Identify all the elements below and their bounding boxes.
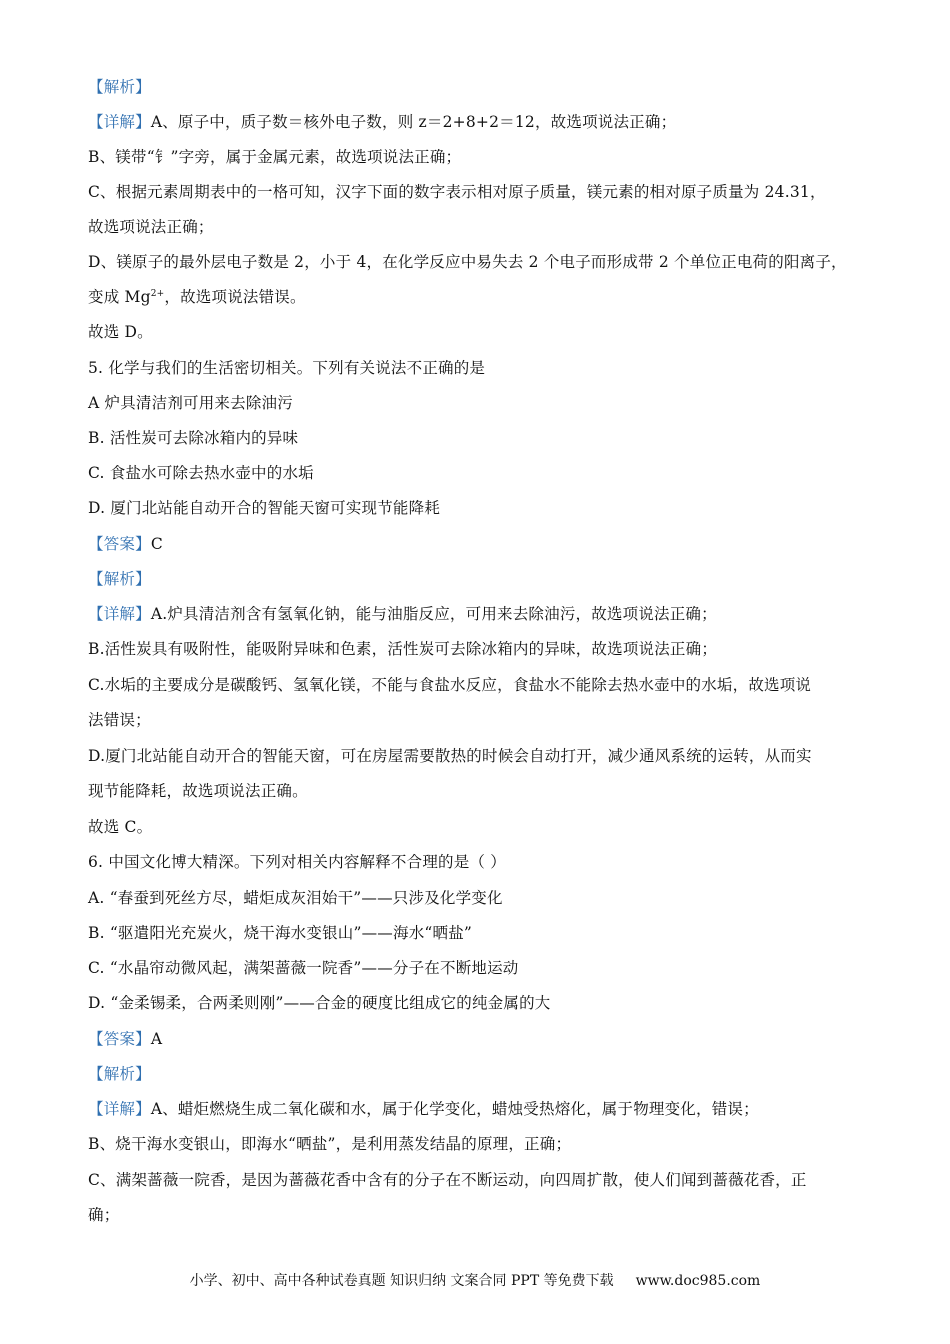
text-line xyxy=(88,393,293,413)
line-text: 5. 化学与我们的生活密切相关。下列有关说法不正确的是 xyxy=(88,359,486,377)
line-text: D、镁原子的最外层电子数是 2，小于 4，在化学反应中易失去 2 个电子而形成带 2 个单位正电荷的阳离子， xyxy=(88,253,847,271)
line-text: C、满架蔷薇一院香，是因为蔷薇花香中含有的分子在不断运动，向四周扩散，使人们闻到蔷薇花香，正 xyxy=(88,1171,807,1189)
text-line xyxy=(88,817,152,837)
line-text: B、烧干海水变银山，即海水“晒盐”，是利用蒸发结晶的原理，正确； xyxy=(88,1135,572,1153)
line-text: A、蜡炬燃烧生成二氧化碳和水，属于化学变化，蜡烛受热熔化，属于物理变化，错误； xyxy=(150,1100,759,1118)
line-text: 法错误； xyxy=(88,711,151,729)
section-tag: 【详解】 xyxy=(88,113,151,131)
line-text: B. 活性炭可去除冰箱内的异味 xyxy=(88,429,299,447)
text-line xyxy=(88,1170,807,1190)
text-line xyxy=(88,182,826,202)
text-line xyxy=(88,428,298,448)
line-text: C xyxy=(150,535,163,553)
line-text: C. “水晶帘动微风起，满架蔷薇一院香”——分子在不断地运动 xyxy=(88,959,519,977)
line-text: A 炉具清洁剂可用来去除油污 xyxy=(88,394,293,412)
line-text: C.水垢的主要成分是碳酸钙、氢氧化镁，不能与食盐水反应，食盐水不能除去热水壶中的水垢，故选项说 xyxy=(88,676,812,694)
text-line xyxy=(88,639,717,659)
section-tag: 【解析】 xyxy=(88,78,151,96)
section-tag: 【解析】 xyxy=(88,1065,151,1083)
text-line xyxy=(88,1205,119,1225)
line-text-continued: ，故选项说法错误。 xyxy=(164,288,306,306)
line-text: C. 食盐水可除去热水壶中的水垢 xyxy=(88,464,314,482)
text-line xyxy=(88,463,314,483)
text-line xyxy=(88,1099,759,1119)
text-line xyxy=(88,923,472,943)
line-text: 现节能降耗，故选项说法正确。 xyxy=(88,782,308,800)
line-text: 确； xyxy=(88,1206,120,1224)
line-text: A. “春蚕到死丝方尽，蜡炬成灰泪始干”——只涉及化学变化 xyxy=(88,889,503,907)
line-text: C、根据元素周期表中的一格可知，汉字下面的数字表示相对原子质量，镁元素的相对原子质量为 24.31， xyxy=(88,183,826,201)
line-text: D.厦门北站能自动开合的智能天窗，可在房屋需要散热的时候会自动打开，减少通风系统的运转，从而实 xyxy=(88,747,812,765)
superscript-charge: 2+ xyxy=(150,288,165,299)
line-text: 6. 中国文化博大精深。下列对相关内容解释不合理的是（ ） xyxy=(88,853,506,871)
line-text: A.炉具清洁剂含有氢氧化钠，能与油脂反应，可用来去除油污，故选项说法正确； xyxy=(150,605,717,623)
text-line xyxy=(88,993,550,1013)
text-line xyxy=(88,746,812,766)
line-text: 故选项说法正确； xyxy=(88,218,214,236)
text-line xyxy=(88,252,847,272)
text-line xyxy=(88,675,811,695)
text-line xyxy=(88,888,503,908)
text-line xyxy=(88,1029,162,1049)
line-text: A xyxy=(150,1030,163,1048)
text-line xyxy=(88,217,214,237)
text-line xyxy=(88,147,461,167)
section-tag: 【详解】 xyxy=(88,1100,151,1118)
text-line xyxy=(88,569,151,589)
line-text: D. 厦门北站能自动开合的智能天窗可实现节能降耗 xyxy=(88,499,441,517)
line-text: B、镁带“钅”字旁，属于金属元素，故选项说法正确； xyxy=(88,148,462,166)
section-tag: 【答案】 xyxy=(88,1030,151,1048)
text-line xyxy=(88,1134,571,1154)
text-line xyxy=(88,112,676,132)
text-line xyxy=(88,322,153,342)
footer-text: 小学、初中、高中各种试卷真题 知识归纳 文案合同 PPT 等免费下载 xyxy=(189,1273,614,1289)
text-line xyxy=(88,852,506,872)
text-line xyxy=(88,710,151,730)
section-tag: 【解析】 xyxy=(88,570,151,588)
line-text: A、原子中，质子数＝核外电子数，则 z＝2+8+2＝12，故选项说法正确； xyxy=(150,113,677,131)
text-line xyxy=(88,604,717,624)
footer-site-link[interactable]: www.doc985.com xyxy=(635,1273,761,1289)
line-text: 故选 C。 xyxy=(88,818,153,836)
text-line xyxy=(88,781,308,801)
text-line xyxy=(88,498,440,518)
line-text: D. “金柔锡柔，合两柔则刚”——合金的硬度比组成它的纯金属的大 xyxy=(88,994,551,1012)
text-line xyxy=(88,1064,151,1084)
text-line xyxy=(88,534,163,554)
text-line xyxy=(88,958,519,978)
line-text: B.活性炭具有吸附性，能吸附异味和色素，活性炭可去除冰箱内的异味，故选项说法正确； xyxy=(88,640,718,658)
text-line xyxy=(88,77,151,97)
text-line xyxy=(88,287,306,307)
line-text: 变成 Mg xyxy=(88,288,151,306)
page-footer xyxy=(0,1270,950,1290)
line-text: B. “驱遣阳光充炭火，烧干海水变银山”——海水“晒盐” xyxy=(88,924,473,942)
section-tag: 【详解】 xyxy=(88,605,151,623)
text-line xyxy=(88,358,485,378)
line-text: 故选 D。 xyxy=(88,323,153,341)
section-tag: 【答案】 xyxy=(88,535,151,553)
